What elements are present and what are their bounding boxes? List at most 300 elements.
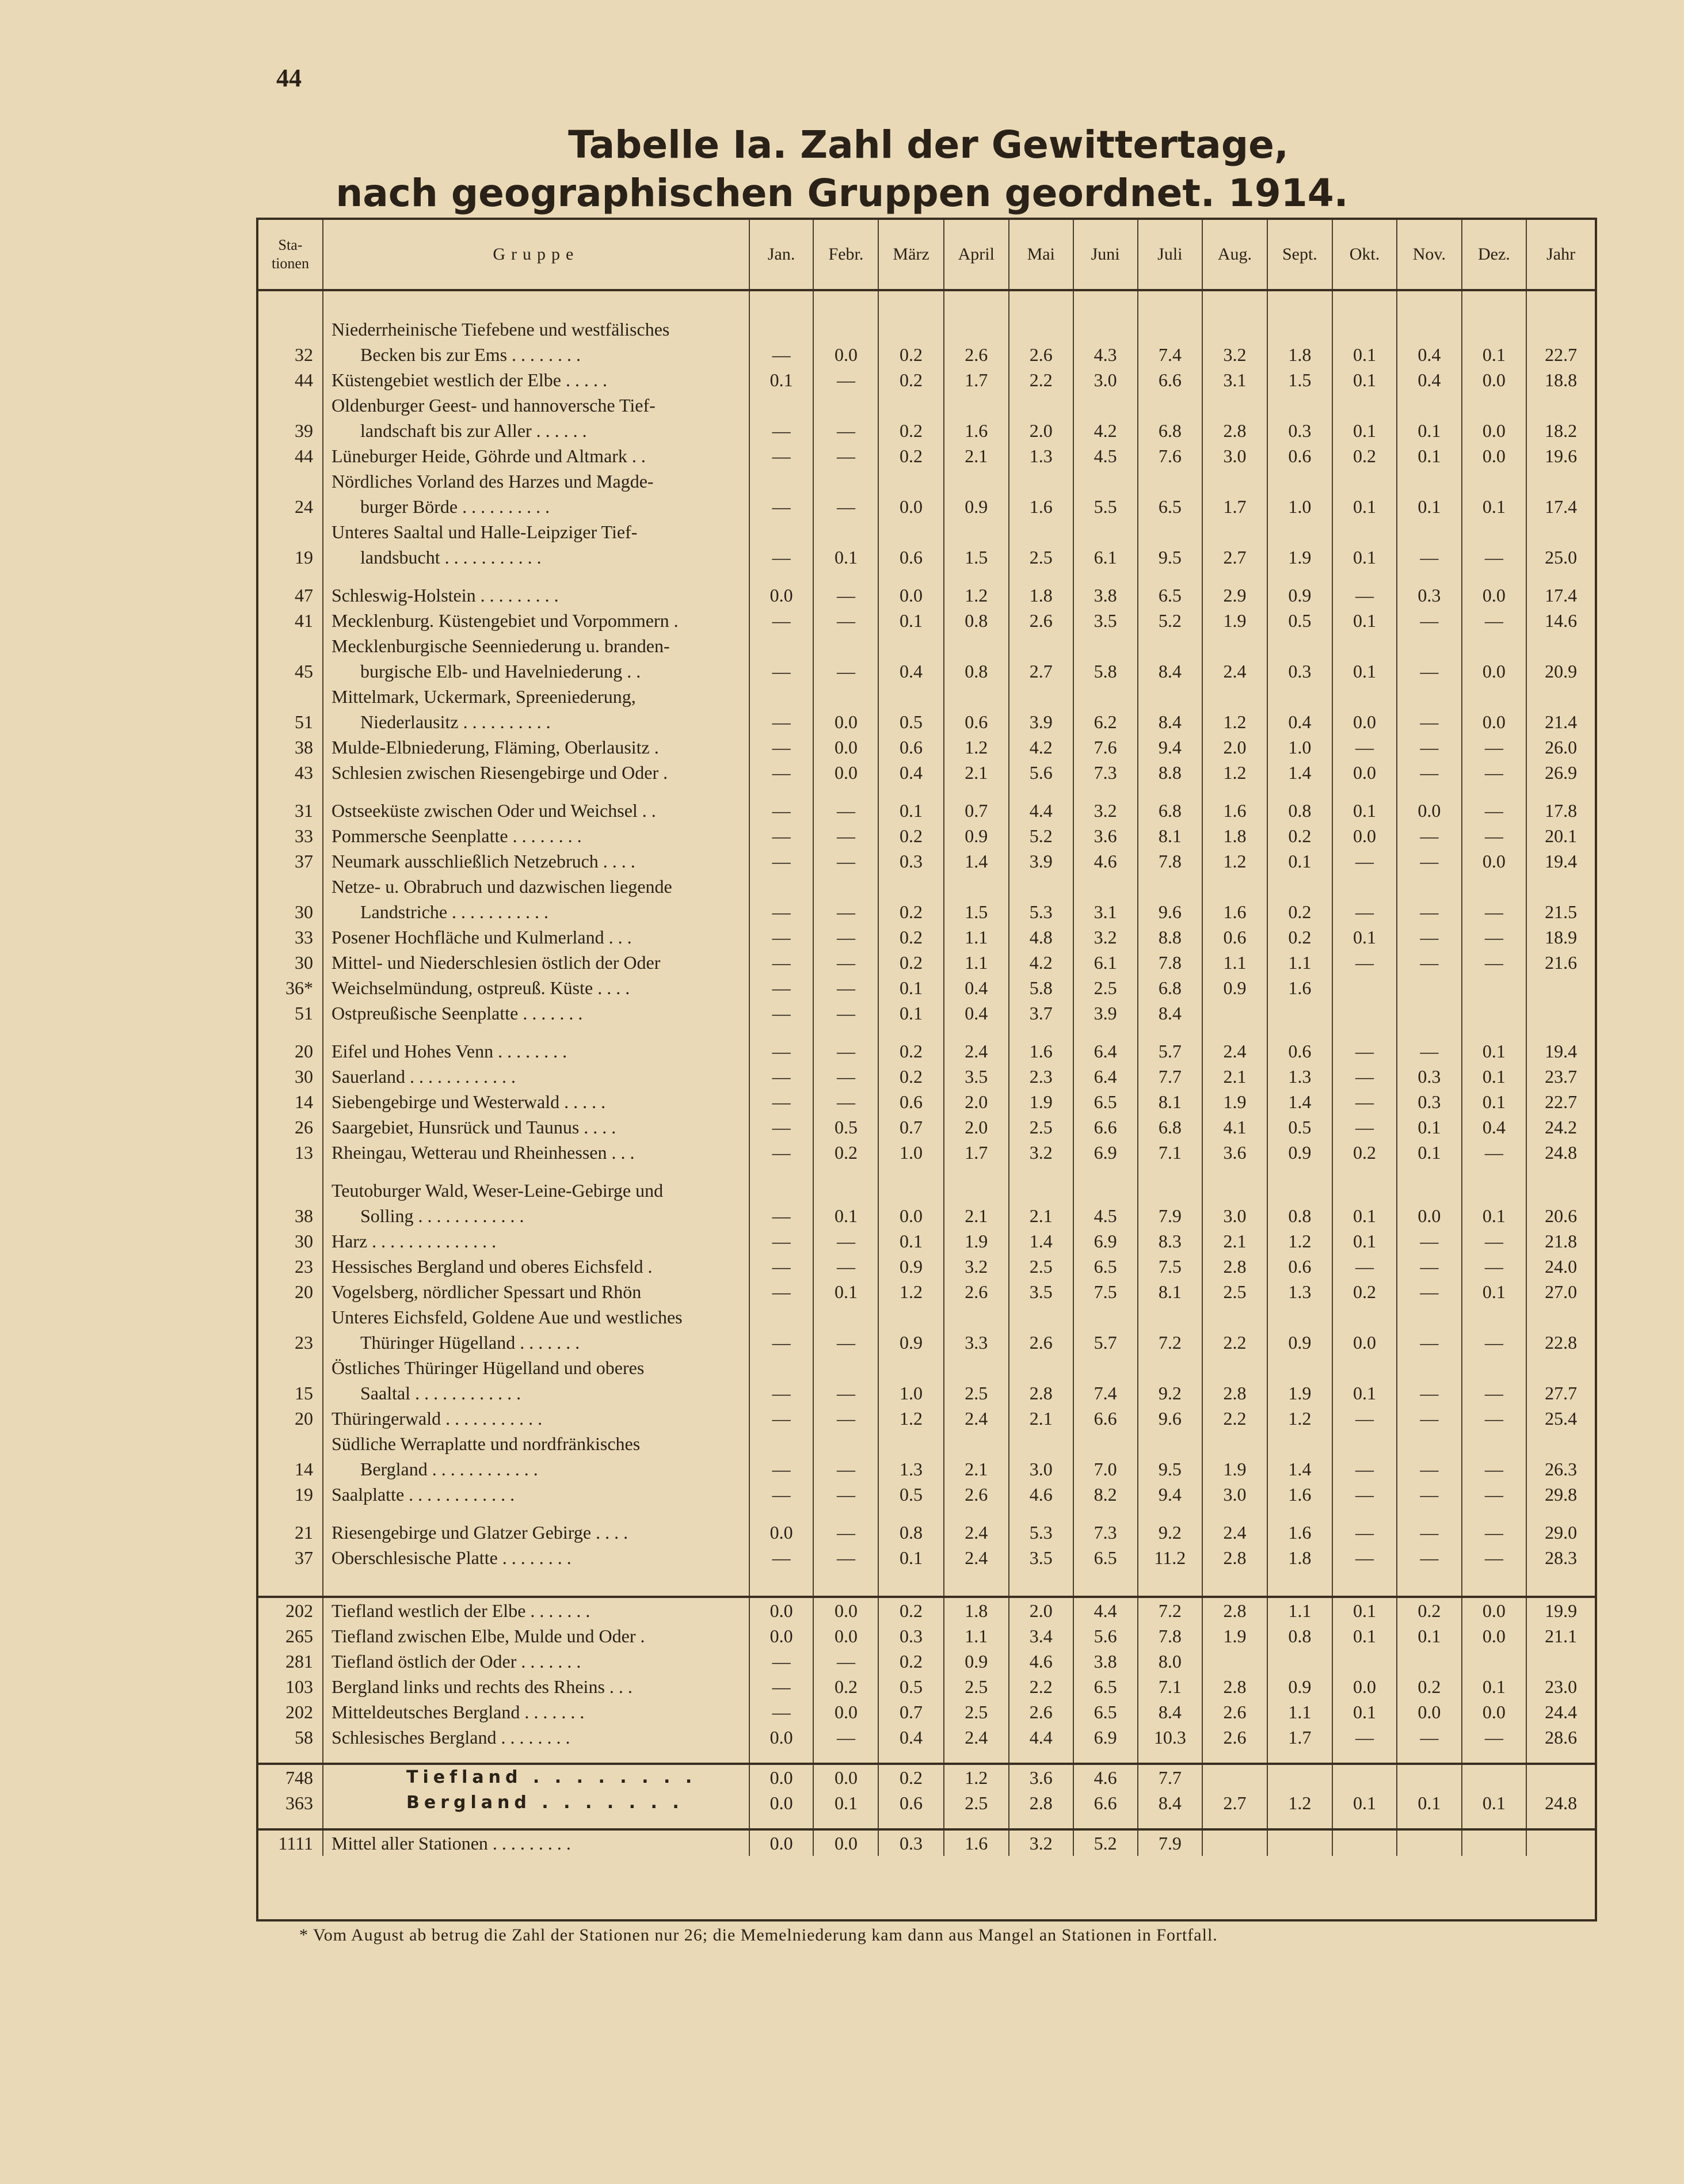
spacer-cell <box>944 1507 1009 1520</box>
spacer-cell <box>1267 570 1332 583</box>
table-row <box>258 469 1595 519</box>
month-value: — <box>749 874 814 924</box>
table-row <box>258 608 1595 633</box>
month-value: 0.0 <box>749 1790 814 1816</box>
month-value: — <box>1397 519 1462 570</box>
month-value: 1.2 <box>944 583 1009 608</box>
group-name-continuation: Becken bis zur Ems . . . . . . . . <box>360 344 581 365</box>
month-value: 0.2 <box>878 367 943 393</box>
spacer-cell <box>1073 785 1138 798</box>
month-value: 1.1 <box>1267 1597 1332 1623</box>
month-value: 1.3 <box>878 1431 943 1482</box>
month-value <box>1332 975 1397 1000</box>
month-value: 6.5 <box>1138 583 1203 608</box>
group-name-line: Ostseeküste zwischen Oder und Weichsel . . <box>331 800 656 821</box>
group-name-line: Schlesisches Bergland . . . . . . . . <box>331 1727 570 1748</box>
year-total: 20.9 <box>1545 661 1578 682</box>
month-value: 0.8 <box>944 608 1009 633</box>
spacer-cell <box>1202 1816 1267 1829</box>
group-name <box>323 950 749 975</box>
month-value: 0.7 <box>878 1114 943 1140</box>
year-total: 23.7 <box>1545 1066 1578 1087</box>
month-value: 1.3 <box>1267 1279 1332 1304</box>
station-count: 58 <box>258 1725 323 1750</box>
month-value: 1.2 <box>878 1279 943 1304</box>
station-count: 45 <box>258 633 323 684</box>
station-count: 14 <box>258 1431 323 1482</box>
month-value: 0.0 <box>813 760 878 785</box>
month-value: — <box>1397 760 1462 785</box>
month-value: 2.2 <box>1009 1674 1073 1699</box>
spacer-cell <box>1267 1570 1332 1597</box>
group-name <box>323 1431 749 1482</box>
month-value: — <box>813 1431 878 1482</box>
spacer-cell <box>1462 1026 1526 1038</box>
group-name <box>323 1228 749 1254</box>
month-value: — <box>813 1089 878 1114</box>
month-value: 5.2 <box>1138 608 1203 633</box>
station-count: 32 <box>258 290 323 367</box>
month-value: — <box>1332 849 1397 874</box>
year-total <box>1526 1764 1595 1790</box>
month-value: — <box>813 1038 878 1064</box>
month-value: — <box>1462 1228 1526 1254</box>
month-value: — <box>749 290 814 367</box>
month-value: 7.5 <box>1073 1279 1138 1304</box>
month-value: 9.5 <box>1138 519 1203 570</box>
group-name <box>323 1829 749 1856</box>
month-value: 0.2 <box>813 1140 878 1165</box>
month-value: 2.5 <box>944 1674 1009 1699</box>
spacer-cell <box>323 1026 749 1038</box>
page-title <box>0 121 1684 218</box>
month-value: 6.5 <box>1138 469 1203 519</box>
spacer-cell <box>1397 570 1462 583</box>
station-count: 36* <box>258 975 323 1000</box>
spacer-cell <box>1462 1165 1526 1178</box>
month-value: 8.0 <box>1138 1649 1203 1674</box>
year-total: 26.3 <box>1545 1459 1578 1479</box>
month-value: — <box>749 684 814 735</box>
month-value: — <box>1462 823 1526 849</box>
group-name-line: Ostpreußische Seenplatte . . . . . . . <box>331 1003 583 1023</box>
spacer-cell <box>1397 1816 1462 1829</box>
month-value: — <box>1462 608 1526 633</box>
year-total: 24.4 <box>1545 1702 1578 1722</box>
spacer-cell <box>1462 570 1526 583</box>
month-value: 0.1 <box>1462 469 1526 519</box>
month-value: 6.2 <box>1073 684 1138 735</box>
month-value: 0.1 <box>1397 469 1462 519</box>
spacer-cell <box>813 785 878 798</box>
month-value: 7.6 <box>1073 735 1138 760</box>
month-value: 0.1 <box>878 1000 943 1026</box>
month-value: 6.5 <box>1073 1089 1138 1114</box>
month-value: 9.2 <box>1138 1355 1203 1406</box>
month-value: 4.4 <box>1073 1597 1138 1623</box>
month-value: 2.1 <box>1009 1406 1073 1431</box>
group-name-line: Teutoburger Wald, Weser-Leine-Gebirge und <box>331 1180 664 1201</box>
group-name-line: Eifel und Hohes Venn . . . . . . . . <box>331 1041 567 1061</box>
station-count: 19 <box>258 519 323 570</box>
month-value: 2.9 <box>1202 583 1267 608</box>
month-value: 5.8 <box>1009 975 1073 1000</box>
month-value: 3.6 <box>1073 823 1138 849</box>
table-row <box>258 367 1595 393</box>
month-value: 8.4 <box>1138 684 1203 735</box>
month-value: — <box>813 1482 878 1507</box>
month-value: 1.1 <box>944 950 1009 975</box>
month-value <box>1332 1829 1397 1856</box>
month-value: 7.3 <box>1073 1520 1138 1545</box>
month-value: 6.6 <box>1073 1114 1138 1140</box>
station-count: 265 <box>258 1623 323 1649</box>
month-value: 0.1 <box>1462 1674 1526 1699</box>
month-value: — <box>813 874 878 924</box>
month-value: — <box>1332 1406 1397 1431</box>
month-value: 0.0 <box>1462 583 1526 608</box>
month-value: 0.6 <box>944 684 1009 735</box>
header-month: Juli <box>1138 220 1203 290</box>
month-value: 3.5 <box>944 1064 1009 1089</box>
month-value: 5.2 <box>1009 823 1073 849</box>
month-value <box>1462 1829 1526 1856</box>
month-value: 0.4 <box>1397 367 1462 393</box>
group-name-line: Südliche Werraplatte und nordfränkisches <box>331 1433 641 1454</box>
year-total: 19.6 <box>1545 446 1578 466</box>
month-value: — <box>1332 1254 1397 1279</box>
header-month: Mai <box>1009 220 1073 290</box>
year-total: 29.8 <box>1545 1484 1578 1505</box>
table-row <box>258 760 1595 785</box>
month-value: 0.9 <box>878 1304 943 1355</box>
table-row <box>258 393 1595 443</box>
month-value: 0.4 <box>878 760 943 785</box>
month-value: 7.4 <box>1138 290 1203 367</box>
month-value: 10.3 <box>1138 1725 1203 1750</box>
spacer-cell <box>1138 1750 1203 1764</box>
month-value: 0.1 <box>878 798 943 823</box>
month-value: 0.9 <box>944 1649 1009 1674</box>
month-value <box>1202 1649 1267 1674</box>
header-month: April <box>944 220 1009 290</box>
month-value: 1.8 <box>1009 583 1073 608</box>
month-value: — <box>1332 950 1397 975</box>
month-value: 2.4 <box>944 1406 1009 1431</box>
month-value: 1.6 <box>1202 798 1267 823</box>
month-value: 0.6 <box>878 1089 943 1114</box>
month-value: — <box>1462 798 1526 823</box>
spacer-cell <box>323 785 749 798</box>
group-name <box>323 290 749 367</box>
month-value: 9.6 <box>1138 1406 1203 1431</box>
header-month: Okt. <box>1332 220 1397 290</box>
month-value: 0.2 <box>878 290 943 367</box>
month-value: — <box>813 633 878 684</box>
month-value: 2.1 <box>1202 1228 1267 1254</box>
month-value: — <box>1397 1520 1462 1545</box>
month-value: 1.3 <box>1009 443 1073 469</box>
month-value: 6.6 <box>1138 367 1203 393</box>
group-name-line: Harz . . . . . . . . . . . . . . <box>331 1231 497 1251</box>
group-name-continuation: Landstriche . . . . . . . . . . . <box>360 901 549 922</box>
year-total: 20.1 <box>1545 825 1578 846</box>
month-value: 0.1 <box>1332 1699 1397 1725</box>
month-value: 2.4 <box>1202 633 1267 684</box>
month-value: 5.5 <box>1073 469 1138 519</box>
month-value: 2.7 <box>1202 519 1267 570</box>
month-value: 0.7 <box>944 798 1009 823</box>
month-value: 8.4 <box>1138 633 1203 684</box>
month-value: 2.7 <box>1202 1790 1267 1816</box>
group-name <box>323 975 749 1000</box>
month-value: 0.4 <box>944 975 1009 1000</box>
year-total: 14.6 <box>1545 610 1578 631</box>
month-value: 7.8 <box>1138 950 1203 975</box>
month-value: 2.4 <box>944 1725 1009 1750</box>
header-month: Sept. <box>1267 220 1332 290</box>
station-count: 20 <box>258 1279 323 1304</box>
spacer-cell <box>813 1507 878 1520</box>
spacer-cell <box>1526 785 1595 798</box>
month-value: 0.1 <box>1332 924 1397 950</box>
month-value: 4.6 <box>1009 1649 1073 1674</box>
spacer-cell <box>1332 1165 1397 1178</box>
group-name <box>323 1304 749 1355</box>
group-name-line: Tiefland . . . . . . . . <box>406 1767 697 1787</box>
year-total: 17.4 <box>1545 585 1578 606</box>
month-value: — <box>749 633 814 684</box>
year-total: 21.4 <box>1545 711 1578 732</box>
table-row <box>258 1064 1595 1089</box>
month-value: — <box>813 1304 878 1355</box>
spacer-cell <box>1009 785 1073 798</box>
month-value: 6.5 <box>1073 1545 1138 1570</box>
year-total: 27.0 <box>1545 1281 1578 1302</box>
year-total <box>1526 1829 1595 1856</box>
group-name-line: Saalplatte . . . . . . . . . . . . <box>331 1484 515 1505</box>
table-row <box>258 1140 1595 1165</box>
month-value: 0.4 <box>878 633 943 684</box>
spacer-cell <box>813 570 878 583</box>
year-total: 18.8 <box>1545 370 1578 390</box>
header-stationen: Sta- tionen <box>258 220 323 290</box>
month-value: — <box>1462 1482 1526 1507</box>
month-value: — <box>749 1279 814 1304</box>
month-value: 1.2 <box>1202 760 1267 785</box>
group-name-line: Weichselmündung, ostpreuß. Küste . . . . <box>331 977 630 998</box>
month-value: 0.6 <box>878 1790 943 1816</box>
group-name-continuation: landsbucht . . . . . . . . . . . <box>360 547 542 568</box>
month-value: — <box>1332 583 1397 608</box>
month-value: 1.2 <box>1267 1228 1332 1254</box>
month-value <box>1462 1000 1526 1026</box>
spacer-cell <box>749 1750 814 1764</box>
month-value: — <box>1397 633 1462 684</box>
month-value: 0.5 <box>878 1674 943 1699</box>
month-value: 1.8 <box>944 1597 1009 1623</box>
month-value: 0.0 <box>1397 1699 1462 1725</box>
group-name-line: Mittel aller Stationen . . . . . . . . . <box>331 1833 571 1854</box>
spacer-cell <box>1267 1026 1332 1038</box>
table-row <box>258 1699 1595 1725</box>
month-value: 0.1 <box>878 608 943 633</box>
month-value: 2.1 <box>944 1431 1009 1482</box>
month-value: 2.5 <box>1073 975 1138 1000</box>
station-count: 23 <box>258 1254 323 1279</box>
month-value: 4.6 <box>1073 849 1138 874</box>
group-name-continuation: Thüringer Hügelland . . . . . . . <box>360 1332 580 1353</box>
month-value: 0.1 <box>1332 1790 1397 1816</box>
month-value: 0.0 <box>813 1623 878 1649</box>
month-value: 0.5 <box>1267 608 1332 633</box>
month-value: 0.1 <box>1462 1038 1526 1064</box>
month-value: 0.0 <box>1397 798 1462 823</box>
month-value: — <box>749 1431 814 1482</box>
header-month: Juni <box>1073 220 1138 290</box>
month-value: — <box>749 1406 814 1431</box>
year-total: 21.8 <box>1545 1231 1578 1251</box>
month-value: 0.0 <box>813 1699 878 1725</box>
month-value: 3.0 <box>1202 443 1267 469</box>
table-row <box>258 1764 1595 1790</box>
month-value: 1.4 <box>1267 760 1332 785</box>
month-value: 3.0 <box>1073 367 1138 393</box>
month-value: — <box>1397 1545 1462 1570</box>
group-name-line: Mecklenburg. Küstengebiet und Vorpommern . <box>331 610 679 631</box>
month-value: — <box>1332 1064 1397 1089</box>
month-value: 2.6 <box>944 1279 1009 1304</box>
header-jahr: Jahr <box>1526 220 1595 290</box>
month-value: — <box>1397 823 1462 849</box>
month-value: 1.8 <box>1202 823 1267 849</box>
year-total: 21.6 <box>1545 952 1578 973</box>
group-name <box>323 367 749 393</box>
spacer-cell <box>1073 570 1138 583</box>
month-value: 2.8 <box>1009 1355 1073 1406</box>
month-value <box>1202 1000 1267 1026</box>
month-value: 0.0 <box>749 1623 814 1649</box>
month-value: 2.6 <box>944 1482 1009 1507</box>
month-value: 2.6 <box>1009 608 1073 633</box>
month-value <box>1267 1829 1332 1856</box>
station-count: 38 <box>258 1178 323 1228</box>
table-row <box>258 1790 1595 1816</box>
month-value: 2.5 <box>1009 519 1073 570</box>
spacer-cell <box>323 1507 749 1520</box>
spacer-cell <box>1526 1165 1595 1178</box>
group-name-continuation: burger Börde . . . . . . . . . . <box>360 496 550 517</box>
month-value: 5.3 <box>1009 874 1073 924</box>
table-row <box>258 1089 1595 1114</box>
month-value: 7.7 <box>1138 1064 1203 1089</box>
month-value: 4.4 <box>1009 798 1073 823</box>
spacer-cell <box>1138 785 1203 798</box>
month-value: 2.6 <box>1009 1699 1073 1725</box>
month-value: 0.2 <box>1332 443 1397 469</box>
group-name-line: Mitteldeutsches Bergland . . . . . . . <box>331 1702 585 1722</box>
month-value: — <box>813 367 878 393</box>
station-count: 14 <box>258 1089 323 1114</box>
month-value: 0.0 <box>813 290 878 367</box>
month-value: — <box>749 519 814 570</box>
spacer-cell <box>1332 1750 1397 1764</box>
month-value: 0.0 <box>1332 823 1397 849</box>
month-value: — <box>1397 1038 1462 1064</box>
month-value: 6.5 <box>1073 1699 1138 1725</box>
month-value: 1.4 <box>944 849 1009 874</box>
month-value: 0.1 <box>1332 1623 1397 1649</box>
year-total: 24.0 <box>1545 1256 1578 1277</box>
spacer-cell <box>878 1570 943 1597</box>
month-value <box>1332 1000 1397 1026</box>
group-name <box>323 1279 749 1304</box>
spacer-cell <box>1267 1507 1332 1520</box>
group-name <box>323 1114 749 1140</box>
month-value: 2.1 <box>1202 1064 1267 1089</box>
month-value: 2.2 <box>1202 1304 1267 1355</box>
month-value: 1.0 <box>878 1140 943 1165</box>
month-value: 1.1 <box>1202 950 1267 975</box>
group-name-continuation: landschaft bis zur Aller . . . . . . <box>360 420 587 441</box>
spacer-cell <box>1009 1165 1073 1178</box>
month-value: 1.5 <box>1267 367 1332 393</box>
month-value: 9.2 <box>1138 1520 1203 1545</box>
month-value: — <box>813 975 878 1000</box>
month-value: 8.8 <box>1138 760 1203 785</box>
group-name <box>323 1597 749 1623</box>
spacer-cell <box>258 1816 323 1829</box>
month-value: 0.2 <box>878 823 943 849</box>
month-value: 0.1 <box>1332 798 1397 823</box>
group-name-line: Hessisches Bergland und oberes Eichsfeld . <box>331 1256 653 1277</box>
month-value: — <box>1462 1304 1526 1355</box>
month-value: 0.0 <box>1462 443 1526 469</box>
month-value: 2.8 <box>1202 1355 1267 1406</box>
month-value: — <box>1462 950 1526 975</box>
month-value: 0.5 <box>1267 1114 1332 1140</box>
month-value: 0.0 <box>1332 760 1397 785</box>
header-month: März <box>878 220 943 290</box>
title-line-2: nach geographischen Gruppen geordnet. 1914. <box>336 171 1348 215</box>
spacer-cell <box>749 1570 814 1597</box>
spacer-cell <box>1202 1507 1267 1520</box>
spacer-cell <box>749 1816 814 1829</box>
month-value: 1.9 <box>1202 608 1267 633</box>
month-value: 0.1 <box>1397 1114 1462 1140</box>
group-name <box>323 1140 749 1165</box>
month-value: 6.5 <box>1073 1254 1138 1279</box>
month-value: 1.7 <box>1267 1725 1332 1750</box>
month-value: 0.3 <box>1397 1089 1462 1114</box>
month-value: — <box>749 735 814 760</box>
month-value: 2.6 <box>944 290 1009 367</box>
footnote: * Vom August ab betrug die Zahl der Stationen nur 26; die Memelniederung kam dann aus Mangel an Stationen in Fortfall. <box>299 1926 1218 1945</box>
header-month: Nov. <box>1397 220 1462 290</box>
data-table-frame <box>256 218 1597 1922</box>
group-name-line: Lüneburger Heide, Göhrde und Altmark . . <box>331 446 646 466</box>
spacer-cell <box>944 1165 1009 1178</box>
spacer-cell <box>1526 570 1595 583</box>
month-value: 0.1 <box>1332 519 1397 570</box>
month-value: — <box>1462 1355 1526 1406</box>
month-value: 0.4 <box>878 1725 943 1750</box>
month-value: 3.4 <box>1009 1623 1073 1649</box>
month-value: — <box>749 1038 814 1064</box>
spacer-cell <box>944 785 1009 798</box>
month-value: 0.2 <box>1332 1140 1397 1165</box>
station-count: 30 <box>258 1064 323 1089</box>
